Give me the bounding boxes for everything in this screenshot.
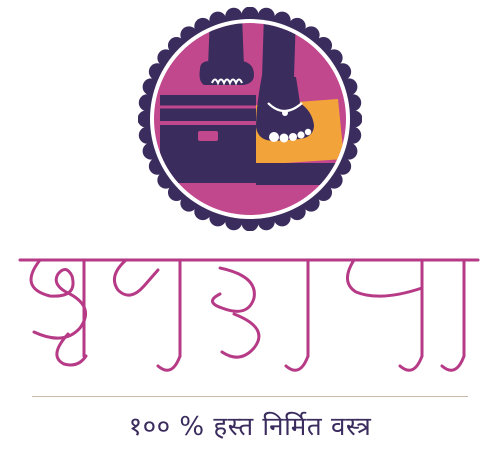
feet-on-loom-pedals-emblem-icon (138, 7, 362, 231)
wordmark-lettering (8, 236, 492, 386)
tagline: १०० % हस्त निर्मित वस्त्र (128, 412, 372, 442)
divider-line (32, 396, 468, 397)
brand-wordmark (8, 236, 492, 386)
